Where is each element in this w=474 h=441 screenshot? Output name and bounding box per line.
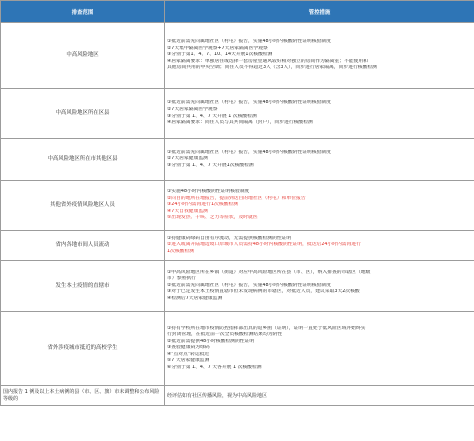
measure-line: ⑥分别于第 1、4、7 天各开展 1 次核酸检测: [167, 364, 262, 370]
measure-line: ③对于已定发生本土疫情直辖市但未发现病例的市辖区，对抵近人员，建议采取3天2次核酸: [167, 289, 360, 295]
scope-cell: 省内各地市间人员流动: [1, 231, 165, 261]
measure-line: ②7天集中隔离医学观察+7天居家隔离医学观察: [167, 45, 268, 51]
table-row: [1, 261, 474, 312]
measure-line: ②7天居家隔离医学观察: [167, 106, 218, 112]
measure-line: ①中高风险地区所在乡镇（街道）对应中高风险地区所在县（市、区），纳入排查的市辖区（地级: [167, 269, 371, 275]
measure-line: 市）参照执行: [167, 276, 196, 282]
measure-line: ①持有学校所在地市疫情防控指挥部出具的返乡函（证明），证明一直处于低风险区域并始终实: [167, 325, 366, 331]
header-row: [1, 1, 474, 23]
measure-line: ④"点对点"转运抵近: [167, 351, 210, 357]
measure-line: ③分别于第1、4、7、10、14天开展1次核酸检测: [167, 52, 273, 58]
table-row: [1, 312, 474, 386]
measures-cell: [165, 312, 474, 386]
measure-line: ④检测后7天居家健康监测: [167, 295, 223, 301]
measures-header: 管控措施: [165, 1, 474, 23]
scope-cell: 发生本土疫情的直辖市: [1, 261, 165, 312]
measure-line: ④居家隔离要求：同住人员与其共同隔离（封户），同步进行核酸检测: [167, 120, 313, 126]
measure-line: 1次核酸检测: [167, 248, 195, 254]
footer-measure: 经评估如有社区传播风险，视为中高风险地区: [165, 386, 474, 406]
measure-line: ⑤7 天居家健康监测: [167, 358, 210, 364]
table-row: [1, 139, 474, 181]
scope-cell: 中高风险地区所在区县: [1, 89, 165, 139]
measure-line: ②抵近前需先向属地社区（村屯）报告，实施48小时内核酸阴性证明核验制度: [167, 282, 331, 288]
measure-line: ②进入或离开陆地边境口岸城市人员需持48小时内核酸阴性证明，抵达后24小时内需再进行: [167, 242, 361, 248]
measure-line: ①抵近前需先向属地社区（村屯）报告，实施48小时内核酸阴性证明核验制度: [167, 39, 331, 45]
measure-line: 行封闭管理，在抵近前一次全员核酸检测结果均为阴性: [167, 332, 283, 338]
scope-cell: 省外涉疫城市抵近的高校学生: [1, 312, 165, 386]
measures-cell: [165, 139, 474, 181]
scope-header: 排查范围: [1, 1, 165, 23]
measures-cell: [165, 231, 474, 261]
scope-cell: 中高风险地区: [1, 23, 165, 89]
measures-cell: [165, 89, 474, 139]
measure-line: ①抵近前需先向属地社区（村屯）报告，实施48小时内核酸阴性证明核验制度: [167, 100, 331, 106]
measure-line: ③分别于第 1、4、7 天开展 1 次核酸检测: [167, 113, 257, 119]
measures-cell: [165, 23, 474, 89]
measure-line: ③分别于第 1、4、7 天开展1次核酸检测: [167, 162, 254, 168]
measures-cell: [165, 261, 474, 312]
table-row: [1, 181, 474, 231]
table-row: [1, 89, 474, 139]
measures-cell: [165, 181, 474, 231]
table-row: [1, 23, 474, 89]
measure-line: ②向目的地所在地报告，提前到达目的地社区（村屯）和单位报告: [167, 195, 306, 201]
scope-cell: 中高风险地区所在市其他区县: [1, 139, 165, 181]
measure-line: ①持健康码绿码自由有序流动，无需提供核酸检测阴性证明: [167, 235, 292, 241]
footer-scope: 国内报告 1 例及以上本土病例的县（市、区、旗）市未调整和公布风险等级的: [1, 386, 165, 406]
scope-cell: 其他省外疫情风险地区人员: [1, 181, 165, 231]
measure-line: ④7天自我健康监测: [167, 208, 208, 214]
footer-row: [1, 386, 474, 406]
measure-line: ②抵近前需提供48小时核酸检测阴性证明: [167, 338, 255, 344]
table-row: [1, 231, 474, 261]
measure-line: ⑤出现发热、干咳、乏力等症状，及时就医: [167, 215, 258, 221]
measure-line: ③24小时内需再进行1次核酸检测: [167, 202, 239, 208]
measure-line: ①抵近前需先向属地社区（村屯）报告，实施48小时内核酸阴性证明核验制度: [167, 149, 331, 155]
measure-line: ③查验健康码为绿码: [167, 345, 210, 351]
measure-line: ②7天居家健康监测: [167, 156, 208, 162]
measure-line: ①实施48小时内核酸阴性证明核验制度: [167, 189, 250, 195]
measure-line: 其他房间共用的中央空调；同住人员不得超过3人（含3人），同步进行居家隔离，同步进行核酸检测: [167, 65, 377, 71]
measure-line: ④居家隔离要求：单独居住或选择一套房屋里通风较好相对独立的房间作为隔离室；不能使用和: [167, 58, 368, 64]
